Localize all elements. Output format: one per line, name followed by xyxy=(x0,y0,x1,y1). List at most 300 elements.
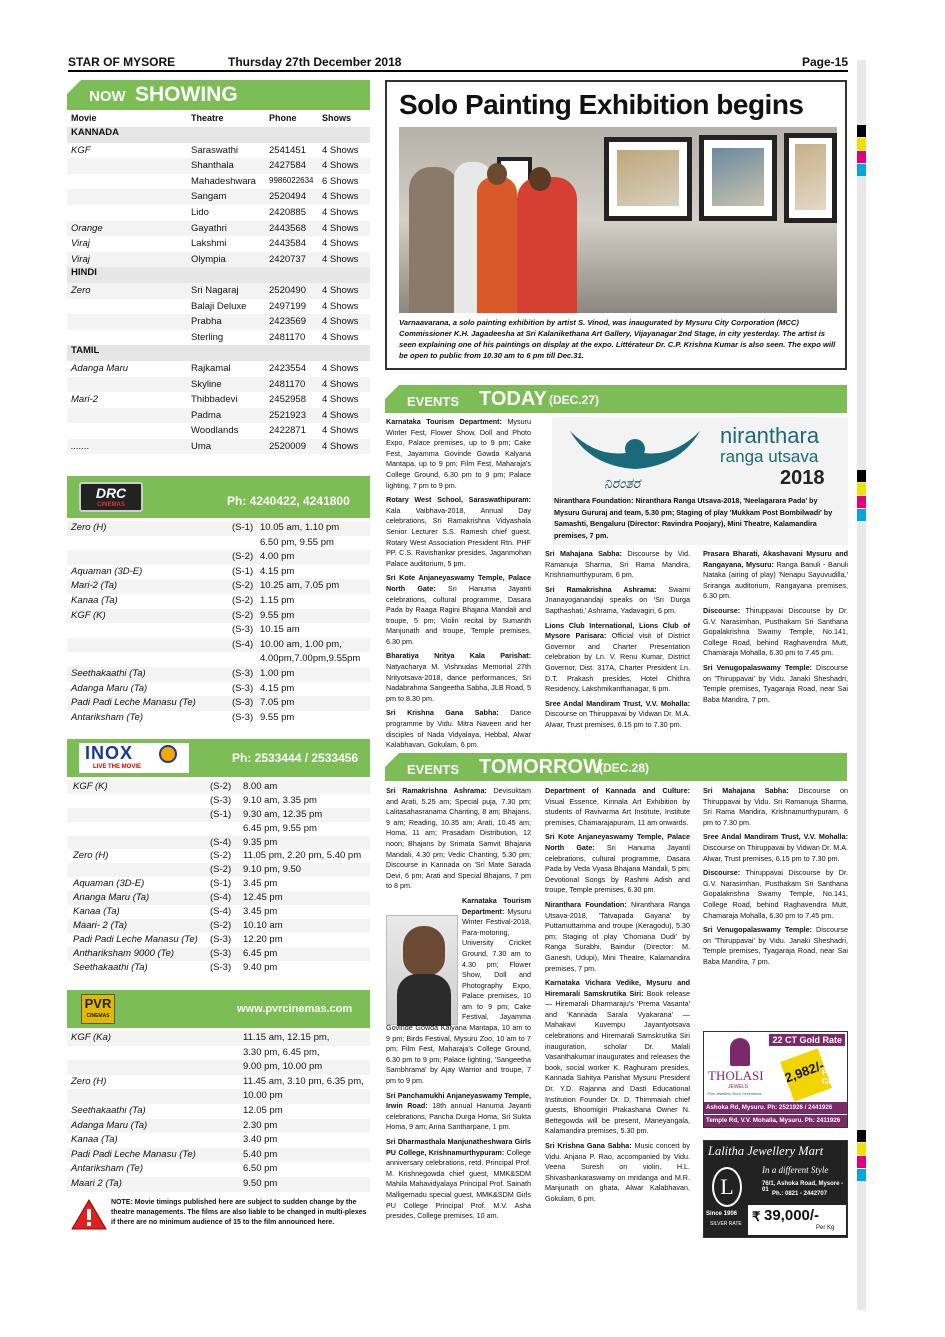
show-count: 4 Shows xyxy=(322,300,359,312)
movie-name: Ananga Maru (Ta) xyxy=(73,892,150,904)
screen: (S-2) xyxy=(232,609,254,621)
screen: (S-2) xyxy=(210,850,232,862)
movie-row xyxy=(67,361,370,377)
event-organiser: Sri Kote Anjaneyaswamy Temple, Palace North Gate: xyxy=(545,832,690,852)
theatre-name: Gayathri xyxy=(191,222,227,234)
showtimes: 10.00 am, 1.00 pm, xyxy=(260,638,342,650)
theatre-name: Rajkamal xyxy=(191,362,231,374)
show-count: 4 Shows xyxy=(322,331,359,343)
inox-schedule xyxy=(67,780,370,974)
theatre-name: Thibbadevi xyxy=(191,394,238,406)
theatre-phone: 2427584 xyxy=(269,160,306,172)
schedule-row xyxy=(67,836,370,850)
movie-name: Zero (H) xyxy=(71,522,107,533)
schedule-row xyxy=(67,667,370,682)
drc-logo: DRC CINEMAS xyxy=(79,482,143,512)
schedule-row xyxy=(67,891,370,905)
movie-name: KGF xyxy=(71,144,91,156)
showtimes: 9.35 pm xyxy=(243,836,278,848)
schedule-row xyxy=(67,565,370,580)
event-item xyxy=(545,585,690,617)
show-count: 4 Shows xyxy=(322,440,359,452)
tholasi-ad: 22 CT Gold Rate THOLASI JEWELS Fine Jewellers Since Generations 2,982/- Per Gram Ashoka Rd, Mysuru. Ph: 2521926 / 2441926 Temple Rd, V.V. Mohalla, Mysuru. Ph: 2411926 xyxy=(703,1031,848,1128)
schedule-row xyxy=(67,1046,370,1061)
movie-row xyxy=(67,299,370,315)
drc-banner xyxy=(67,476,370,518)
movie-row xyxy=(67,423,370,439)
show-count: 4 Shows xyxy=(322,425,359,437)
portrait-spacer xyxy=(386,910,462,1022)
now-showing-header: Movie Theatre Phone Shows xyxy=(71,113,352,123)
event-details: Swami Jnanayoganandaji speaks on 'Sri Durga Sapthashati,' Ashrama, Yadavagiri, 6 pm. xyxy=(545,584,690,615)
showtimes: 3.45 pm xyxy=(243,906,278,918)
movie-name: Adanga Maru (Ta) xyxy=(71,1119,148,1131)
theatre-phone: 2420885 xyxy=(269,206,306,218)
theatre-name: Woodlands xyxy=(191,425,239,437)
event-item xyxy=(703,549,848,602)
event-item xyxy=(386,573,531,647)
registration-strip xyxy=(857,60,866,1310)
showtimes: 6.45 pm xyxy=(243,947,278,959)
events-tomorrow-col3 xyxy=(703,786,848,972)
schedule-row xyxy=(67,808,370,822)
schedule-row xyxy=(67,1104,370,1119)
movie-name: Antariksham (Te) xyxy=(71,711,143,723)
event-item xyxy=(545,900,690,974)
showtimes: 10.00 pm xyxy=(243,1090,283,1102)
showtimes: 12.05 pm xyxy=(243,1104,283,1116)
theatre-phone: 2520490 xyxy=(269,284,306,296)
event-item xyxy=(703,868,848,921)
niranthara-ad: ನಿರಂತರ niranthara ranga utsava 2018 Niranthara Foundation: Niranthara Ranga Utsava-2018, 'Neelagarara Pada' by Mysuru Gururaj and team, 5.30 pm; Staging of play 'Mukkam Post Bombilwadi' by Samashti, Bengaluru (Director: Ravindra Poojary), Mini Theatre, Kalamandira premises, 7 pm. xyxy=(552,417,848,545)
event-organiser: Sri Krishna Gana Sabha: xyxy=(386,708,499,718)
event-organiser: Rotary West School, Saraswathipuram: xyxy=(386,495,531,505)
movie-row xyxy=(67,392,370,408)
event-organiser: Bharatiya Nritya Kala Parishat: xyxy=(386,651,531,661)
showtimes: 11.05 pm, 2.20 pm, 5.40 pm xyxy=(243,850,362,862)
movie-row xyxy=(67,143,370,159)
schedule-row xyxy=(67,863,370,877)
theatre-name: Skyline xyxy=(191,378,222,390)
theatre-phone: 2520009 xyxy=(269,440,306,452)
movie-name: Kanaa (Ta) xyxy=(73,906,120,918)
theatre-name: Olympia xyxy=(191,253,226,265)
event-details: Thiruppavai Discourse by Dr. G.V. Narasimhan, Pusthakam Sri Santhana Gopalakrishna Swamy Temple, No.141, College Road, behind Raghavendra Mutt, Chamaraja Mohalla, 6.30 pm to 7.45 pm. xyxy=(703,605,848,658)
event-organiser: Karnataka Tourism Department: xyxy=(386,417,502,426)
showtimes: 9.50 pm xyxy=(243,1177,278,1189)
schedule-row xyxy=(67,919,370,933)
event-organiser: Lions Club International, Lions Club of Mysore Parisara: xyxy=(545,620,690,641)
showtimes: 11.45 am, 3.10 pm, 6.35 pm, xyxy=(243,1075,364,1087)
movie-name: Anthariksham 9000 (Te) xyxy=(73,947,175,959)
movie-name: Aquaman (3D-E) xyxy=(71,565,143,577)
event-item xyxy=(386,708,531,750)
screen: (S-4) xyxy=(210,892,232,904)
showtimes: 9.40 pm xyxy=(243,961,278,973)
event-item xyxy=(545,621,690,695)
movie-name: Mari-2 (Ta) xyxy=(71,580,118,592)
pvr-logo: PVR CINEMAS xyxy=(81,994,115,1024)
event-details: Kala Vaibhava-2018, Annual Day celebrations, Sri Ramakrishna Vidyashala Senior Lecturer S.S. Ramesh chief guest, Rotary West Association President Rtn. PHF PP. C.S. Ravishankar presides, Jaganmohan Palace auditorium, 5 pm. xyxy=(386,505,531,568)
show-count: 4 Shows xyxy=(322,238,359,250)
event-item xyxy=(386,417,531,491)
screen: (S-1) xyxy=(232,565,254,577)
showtimes: 4.00pm,7.00pm,9.55pm xyxy=(260,653,361,665)
movie-name: KGF (K) xyxy=(73,781,108,792)
movie-row xyxy=(67,314,370,330)
theatre-phone: 2423569 xyxy=(269,316,306,328)
event-details: Mysuru Winter Fest, Flower Show, Doll and Photo Expo, Palace premises, up to 9 pm; Cake Fest, Jayamma Govinde Gowda Kalyana Mantapa, up to 9 pm; Film Fest, Maharaja's College Ground, 6.30 pm to 9 pm; Palace lighting, 7 pm to 9 pm. xyxy=(386,417,532,490)
schedule-row xyxy=(67,794,370,808)
pvr-schedule xyxy=(67,1031,370,1192)
theatre-name: Sangam xyxy=(191,191,227,203)
event-details: Mysuru Winter Festival-2018, Para-motoring, University Cricket Ground, 7.30 am to 4.30 pm; Flower Show, Doll and Photography Expo, Palace premises, 10 am to 9 pm; Cake Festival, Jayamma Govinde Gowda Kalyana Mantapa, 10 am to 9 pm; Birds Festival, Mysuru Zoo, 10 am to 7 pm; Film Fest, Maharaja's College Ground, 6.30 pm to 9 pm; Palace lighting, 'Sangeetha Sambhrama' by Ajay Warrior and troupe, 7 pm to 9 pm. xyxy=(386,906,531,1086)
show-count: 4 Shows xyxy=(322,316,359,328)
show-count: 4 Shows xyxy=(322,191,359,203)
movie-name: Adanga Maru (Ta) xyxy=(71,682,148,694)
schedule-row xyxy=(67,579,370,594)
movie-name: Mari-2 xyxy=(71,394,98,406)
show-count: 4 Shows xyxy=(322,253,359,265)
show-count: 4 Shows xyxy=(322,206,359,218)
event-details: Discourse on 'Thiruppavai' by Vidu. Janaki Sheshadri, Temple premises, Tyagaraja Road, near Sai Baba Mandira, 7 pm. xyxy=(703,925,849,966)
screen: (S-3) xyxy=(232,624,254,636)
showtimes: 11.15 am, 12.15 pm, xyxy=(243,1032,330,1043)
event-organiser: Prasara Bharati, Akashavani Mysuru and Rangayana, Mysuru: xyxy=(703,549,848,569)
article-caption: Varnaavarana, a solo painting exhibition by artist S. Vinod, was inaugurated by Mysuru City Corporation (MCC) Commissioner K.H. Jagadeesha at Sri Kalanikethana Art Gallery, Vijayanagar 2nd Stage, in city yesterday. The artist is seen explaining one of his paintings on display at the expo. Littérateur Dr. C.P. Krishna Kumar is also seen. The expo will be open to public from 10.30 am to 6 pm till Dec.31. xyxy=(399,318,836,360)
screen: (S-3) xyxy=(232,711,254,723)
event-details: College anniversary celebrations, retd. Principal Prof. M. Krishnegowda chief guest, MMK&SDM Mahila Mahavidyalaya Principal Prof. Sainath Malligemadu special guest, MMK&SDM Girls PU College Principal Prof. M.V. Asha presides, College premises, 10 am. xyxy=(386,1147,531,1221)
schedule-row xyxy=(67,1177,370,1192)
event-item xyxy=(545,978,690,1137)
schedule-row xyxy=(67,877,370,891)
screen: (S-4) xyxy=(210,906,232,918)
showtimes: 6.50 pm, 9.55 pm xyxy=(260,536,334,548)
bird-logo-icon xyxy=(560,421,710,479)
now-showing-table xyxy=(67,127,370,454)
showtimes: 5.40 pm xyxy=(243,1148,278,1160)
now-showing-small: NOW xyxy=(89,88,126,105)
movie-name: Maari- 2 (Ta) xyxy=(73,919,128,931)
event-organiser: Karnataka Vichara Vedike, Mysuru and Hiremarali Samskrutika Siri: xyxy=(545,978,690,998)
movie-row xyxy=(67,221,370,237)
schedule-row xyxy=(67,1031,370,1046)
screen: (S-3) xyxy=(210,794,232,806)
schedule-row xyxy=(67,1133,370,1148)
theatre-phone: 2452958 xyxy=(269,394,306,406)
warning-icon xyxy=(71,1198,107,1230)
event-item xyxy=(703,925,848,967)
language-heading: TAMIL xyxy=(67,345,370,361)
event-details: Ranga Banuli - Banuli Nataka (airing of play) 'Nenapu Sayuvudilla,' Sriranga auditorium, Rangayana premises, 6.30 pm. xyxy=(703,559,849,601)
theatre-name: Uma xyxy=(191,440,212,452)
theatre-phone: 2443568 xyxy=(269,222,306,234)
movie-name: KGF (Ka) xyxy=(71,1032,111,1043)
theatre-phone: 2422871 xyxy=(269,425,306,437)
events-tomorrow-col1 xyxy=(386,786,531,1226)
show-count: 4 Shows xyxy=(322,160,359,172)
screen: (S-2) xyxy=(210,781,232,792)
event-item xyxy=(703,832,848,864)
schedule-row xyxy=(67,849,370,863)
schedule-row xyxy=(67,594,370,609)
theatre-phone: 2481170 xyxy=(269,331,306,343)
movie-row xyxy=(67,283,370,299)
schedule-row xyxy=(67,638,370,653)
screen: (S-3) xyxy=(232,697,254,709)
timings-note: NOTE: Movie timings published here are subject to sudden change by the theatre managements. The films are also liable to be changed in multi-plexes if there are no minimum audience of 15 to the film announced here. xyxy=(67,1196,370,1238)
event-organiser: Sri Dharmasthala Manjunatheshwara Girls PU College, Krishnamurthypuram: xyxy=(386,1137,531,1157)
article-photo xyxy=(399,127,837,313)
event-item xyxy=(703,606,848,659)
event-organiser: Niranthara Foundation: xyxy=(545,899,627,909)
event-details: Discourse on 'Thiruppavai' by Vidu. Janaki Sheshadri, Temple premises, Tyagaraja Road, near Sai Baba Mandira, 7 pm. xyxy=(703,662,849,704)
event-organiser: Sri Venugopalaswamy Temple: xyxy=(703,925,812,935)
screen: (S-3) xyxy=(210,961,232,973)
movie-row xyxy=(67,439,370,455)
schedule-row xyxy=(67,682,370,697)
event-item xyxy=(386,495,531,569)
showtimes: 8.00 am xyxy=(243,781,278,792)
theatre-name: Prabha xyxy=(191,316,222,328)
movie-row xyxy=(67,377,370,393)
movie-name: Viraj xyxy=(71,253,90,265)
theatre-phone: 2520494 xyxy=(269,191,306,203)
event-details: Natyacharya M. Vishnudas Memorial 27th Nrityotsava-2018, dance performances, Sri Nadabrahma Sangeetha Sabha, JLB Road, 5 pm to 8.30 pm. xyxy=(386,662,531,703)
showtimes: 3.45 pm xyxy=(243,878,278,890)
screen: (S-1) xyxy=(232,522,254,533)
event-item xyxy=(545,1141,690,1205)
schedule-row xyxy=(67,536,370,551)
showtimes: 9.55 pm xyxy=(260,711,295,723)
movie-name: Padi Padi Leche Manasu (Te) xyxy=(73,933,198,945)
event-details: Thiruppavai Discourse by Dr. G.V. Narasimhan, Pusthakam Sri Santhana Gopalakrishna Swamy Temple, No.141, College Road, behind Raghavendra Mutt, Chamaraja Mohalla, 6.30 pm to 7.45 pm. xyxy=(703,868,848,920)
showtimes: 3.30 pm, 6.45 pm, xyxy=(243,1046,320,1058)
event-item xyxy=(386,896,531,1087)
event-organiser: Karnataka Tourism Department: xyxy=(462,895,531,916)
event-details: Music concert by Vidu. Anjana P. Rao, accompanied by Vidu. Veena Suresh on violin, H.L. Shivashankaraswamy on mridanga and M.R. Manjunath on ghata, Alwar Kalabhavan, Gokulam, 6 pm. xyxy=(545,1141,690,1203)
event-organiser: Sri Venugopalaswamy Temple: xyxy=(703,662,812,672)
show-count: 4 Shows xyxy=(322,284,359,296)
movie-name: Seethakaathi (Ta) xyxy=(71,667,146,679)
schedule-row xyxy=(67,822,370,836)
event-organiser: Discourse: xyxy=(703,868,741,878)
event-item xyxy=(545,699,690,731)
events-today-col2 xyxy=(545,549,690,735)
events-tomorrow-col2 xyxy=(545,786,690,1209)
event-details: Devisuktam and Arati, 5.25 am; Special puja, 7.30 pm; Lalitasahasranama Chanting, 8 am; Bhajans, 9 am; Reading, 10.35 am; Arati, 10.45 am; Homa, 11 am; Prasadam Distribution, 12 noon; Bhajans by Srimata Samvit Bhajana Mandali, 4.30 pm; Vedic Chanting, 5.30 pm; Discourse in Kannada on 'Sri Mate Sarada Devi, 6 pm; Arati and Special Bhajans, 7 pm to 8 pm. xyxy=(386,786,531,891)
movie-row xyxy=(67,236,370,252)
showtimes: 10.25 am, 7.05 pm xyxy=(260,580,340,592)
theatre-name: Saraswathi xyxy=(191,144,238,156)
schedule-row xyxy=(67,905,370,919)
schedule-row xyxy=(67,780,370,794)
inox-banner xyxy=(67,739,370,777)
event-details: Discourse on Thiruppavai by Vidwan Dr. M.A. Alwar, Trust premises, 6.15 pm to 7.30 pm. xyxy=(703,842,848,863)
theatre-name: Sri Nagaraj xyxy=(191,284,239,296)
theatre-name: Padma xyxy=(191,409,222,421)
theatre-name: Sterling xyxy=(191,331,224,343)
screen: (S-3) xyxy=(232,667,254,679)
pvr-banner xyxy=(67,990,370,1028)
schedule-row xyxy=(67,521,370,536)
screen: (S-1) xyxy=(210,808,232,820)
schedule-row xyxy=(67,1060,370,1075)
showtimes: 2.30 pm xyxy=(243,1119,278,1131)
show-count: 4 Shows xyxy=(322,409,359,421)
now-showing-title: SHOWING xyxy=(135,83,238,106)
movie-row xyxy=(67,408,370,424)
event-details: Visual Essence, Kinnala Art Exhibition by students of Ravivarma Art Institute, Institute premises, Chamarajapuram, 11 am onwards. xyxy=(545,796,690,827)
schedule-row xyxy=(67,1119,370,1134)
schedule-row xyxy=(67,1089,370,1104)
schedule-row xyxy=(67,961,370,975)
screen: (S-1) xyxy=(210,878,232,890)
theatre-phone: 2420737 xyxy=(269,253,306,265)
event-details: Book release — Hiremarali Dharmaraju's 'Prema Vasanta' and 'Kannada Sarala Vyakarana' — Mahakavi Kuvempu Jayantyotsava celebrations and Hiremarali Samskrutika Siri inauguration, scholar Dr. Malali Vasanthakumar inaugurates and releases the book, social worker K. Raghuram presides, Kannada Sahitya Parishat Mysuru President Dr. Y.D. Rajanna and Dasti Educational Institution Founder Dr. D. Thimmaiah chief guests, Bhoomigiri Prakashana Owner N. Bettegowda will be present, Maneyangala, Kalamandira premises, 5.30 pm. xyxy=(545,988,691,1136)
event-details: Dance programme by Vidu. Mitra Naveen and her disciples of Nada Vidyalaya, Hebbal, Alwar Kalabhavan, Gokulam, 6 pm. xyxy=(386,708,531,750)
showtimes: 4.15 pm xyxy=(260,565,295,577)
event-details: Sri Hanuma Jayanti celebrations, cultural programme, Dasara Pada by Raaga Ragini Bhajana Mandali and troupe, 5 pm; Violin recital by Sumanth Manjunath and troupe, Temple premises, 6.30 pm. xyxy=(386,583,531,646)
theatre-phone: 2497199 xyxy=(269,300,306,312)
movie-row xyxy=(67,205,370,221)
lalitha-ad: Lalitha Jewellery Mart In a different Style L 76/1, Ashoka Road, Mysore - 01 Ph.: 0821 - 2442707 Since 1906 SILVER RATE ₹ 39,000/- Per Kg xyxy=(703,1140,848,1238)
theatre-phone: 9986022634 xyxy=(269,175,314,185)
movie-row xyxy=(67,158,370,174)
events-today-col1 xyxy=(386,417,531,755)
movie-row xyxy=(67,174,370,190)
movie-row xyxy=(67,330,370,346)
event-details: 18th annual Hanuma Jayanti celebrations, Pancha Durga Homa, Sri Sukta Homa, 9 am; Anna Santharpane, 1 pm. xyxy=(386,1101,531,1132)
schedule-row xyxy=(67,652,370,667)
theatre-name: Shanthala xyxy=(191,160,234,172)
page-header xyxy=(68,52,848,72)
event-item xyxy=(386,1137,531,1222)
theatre-name: Mahadeshwara xyxy=(191,175,256,187)
schedule-row xyxy=(67,947,370,961)
showtimes: 9.30 am, 12.35 pm xyxy=(243,808,323,820)
events-today-col3 xyxy=(703,549,848,709)
movie-name: Seethakaathi (Ta) xyxy=(71,1104,146,1116)
event-details: Official visit of District Governor and Charter Presentation celebration by Ln. V. Renu Kumar, District Governor, Dist. 317A, Charter President Ln. D.T. Prakash presides, Hotel Chithra Residency, Lakshmikanthanagar, 6 pm. xyxy=(545,631,690,694)
schedule-row xyxy=(67,550,370,565)
screen: (S-2) xyxy=(210,919,232,931)
events-tomorrow-banner: EVENTS TOMORROW (DEC.28) xyxy=(385,753,847,781)
schedule-row xyxy=(67,711,370,726)
event-item xyxy=(386,651,531,704)
events-today-banner: EVENTS TODAY (DEC.27) xyxy=(385,385,847,413)
movie-name: Zero (H) xyxy=(73,850,109,862)
drc-phone: Ph: 4240422, 4241800 xyxy=(227,494,350,508)
event-organiser: Sri Mahajana Sabha: xyxy=(703,786,789,795)
movie-name: KGF (K) xyxy=(71,609,106,621)
movie-name: Orange xyxy=(71,222,103,234)
screen: (S-2) xyxy=(232,580,254,592)
movie-name: Padi Padi Leche Manasu (Te) xyxy=(71,697,196,709)
theatre-name: Lakshmi xyxy=(191,238,227,250)
theatre-phone: 2521923 xyxy=(269,409,306,421)
screen: (S-3) xyxy=(210,947,232,959)
inox-phone: Ph: 2533444 / 2533456 xyxy=(232,751,359,765)
movie-row xyxy=(67,189,370,205)
article-box xyxy=(385,80,847,370)
show-count: 4 Shows xyxy=(322,222,359,234)
showtimes: 4.15 pm xyxy=(260,682,295,694)
screen: (S-3) xyxy=(210,933,232,945)
event-organiser: Sri Mahajana Sabha: xyxy=(545,549,623,558)
movie-name: Aquaman (3D-E) xyxy=(73,878,145,890)
schedule-row xyxy=(67,933,370,947)
schedule-row xyxy=(67,1162,370,1177)
showtimes: 6.50 pm xyxy=(243,1163,278,1175)
event-organiser: Sri Ramakrishna Ashrama: xyxy=(545,584,657,594)
event-organiser: Sri Ramakrishna Ashrama: xyxy=(386,786,487,795)
schedule-row xyxy=(67,609,370,624)
movie-name: Antariksham (Te) xyxy=(71,1163,143,1175)
movie-row xyxy=(67,252,370,268)
movie-name: Padi Padi Leche Manasu (Te) xyxy=(71,1148,196,1160)
page-date: Thursday 27th December 2018 xyxy=(228,55,402,69)
showtimes: 10.10 am xyxy=(243,919,283,931)
event-item xyxy=(545,549,690,581)
schedule-row xyxy=(67,696,370,711)
movie-name: Maari 2 (Ta) xyxy=(71,1177,122,1189)
language-heading: HINDI xyxy=(67,267,370,283)
movie-name: Kanaa (Ta) xyxy=(71,1134,118,1146)
showtimes: 9.55 pm xyxy=(260,609,295,621)
event-item xyxy=(386,1091,531,1133)
screen: (S-2) xyxy=(232,551,254,563)
screen: (S-3) xyxy=(232,682,254,694)
inox-logo: INOX LIVE THE MOVIE xyxy=(79,743,189,773)
screen: (S-2) xyxy=(210,864,232,876)
event-details: Discourse on Thiruppavai by Vidwan Dr. M.A. Alwar, Trust premises, 6.15 pm to 7.30 pm. xyxy=(545,709,690,729)
paper-name: STAR OF MYSORE xyxy=(68,55,176,69)
screen: (S-4) xyxy=(210,836,232,848)
screen: (S-2) xyxy=(232,594,254,606)
show-count: 6 Shows xyxy=(322,175,359,187)
show-count: 4 Shows xyxy=(322,378,359,390)
theatre-phone: 2541451 xyxy=(269,144,306,156)
event-details: Sri Hanuma Jayanti celebrations, cultural programme, Dasara Pada by Veda Vyasa Bhajana Mandali, 5 pm; Devotional Songs by Rashmi Adish and troupe, Temple premises, 6.30 pm. xyxy=(545,842,690,895)
event-details: Niranthara Ranga Utsava-2018, 'Tatvapada Gayana' by Puttamuttamma and troupe (Keragodu), 5.30 pm; Staging of play 'Chomana Dudi' by Ranga Surabhi, Baindur (Director: M. Ganesh, Udupi), Mini Theatre, Kalamandira premises, 7 pm. xyxy=(545,899,690,973)
drc-schedule xyxy=(67,521,370,725)
movie-name: ....... xyxy=(71,440,90,452)
show-count: 4 Shows xyxy=(322,144,359,156)
movie-name: Zero (H) xyxy=(71,1075,107,1087)
showtimes: 6.45 pm, 9.55 pm xyxy=(243,822,317,834)
event-item xyxy=(545,832,690,896)
show-count: 4 Shows xyxy=(322,362,359,374)
movie-name: Adanga Maru xyxy=(71,362,129,374)
theatre-name: Lido xyxy=(191,206,209,218)
schedule-row xyxy=(67,1075,370,1090)
showtimes: 9.00 pm, 10.00 pm xyxy=(243,1061,323,1073)
event-item xyxy=(386,786,531,892)
screen: (S-4) xyxy=(232,638,254,650)
theatre-phone: 2423554 xyxy=(269,362,306,374)
schedule-row xyxy=(67,1148,370,1163)
showtimes: 4.00 pm xyxy=(260,551,295,563)
showtimes: 10.05 am, 1.10 pm xyxy=(260,522,340,533)
event-organiser: Sri Krishna Gana Sabha: xyxy=(545,1141,632,1150)
showtimes: 9.10 am, 3.35 pm xyxy=(243,794,317,806)
event-organiser: Sree Andal Mandiram Trust, V.V. Mohalla: xyxy=(703,832,848,842)
language-heading: KANNADA xyxy=(67,127,370,143)
movie-name: Viraj xyxy=(71,238,90,250)
page-number: Page-15 xyxy=(801,55,848,69)
event-organiser: Discourse: xyxy=(703,605,741,615)
